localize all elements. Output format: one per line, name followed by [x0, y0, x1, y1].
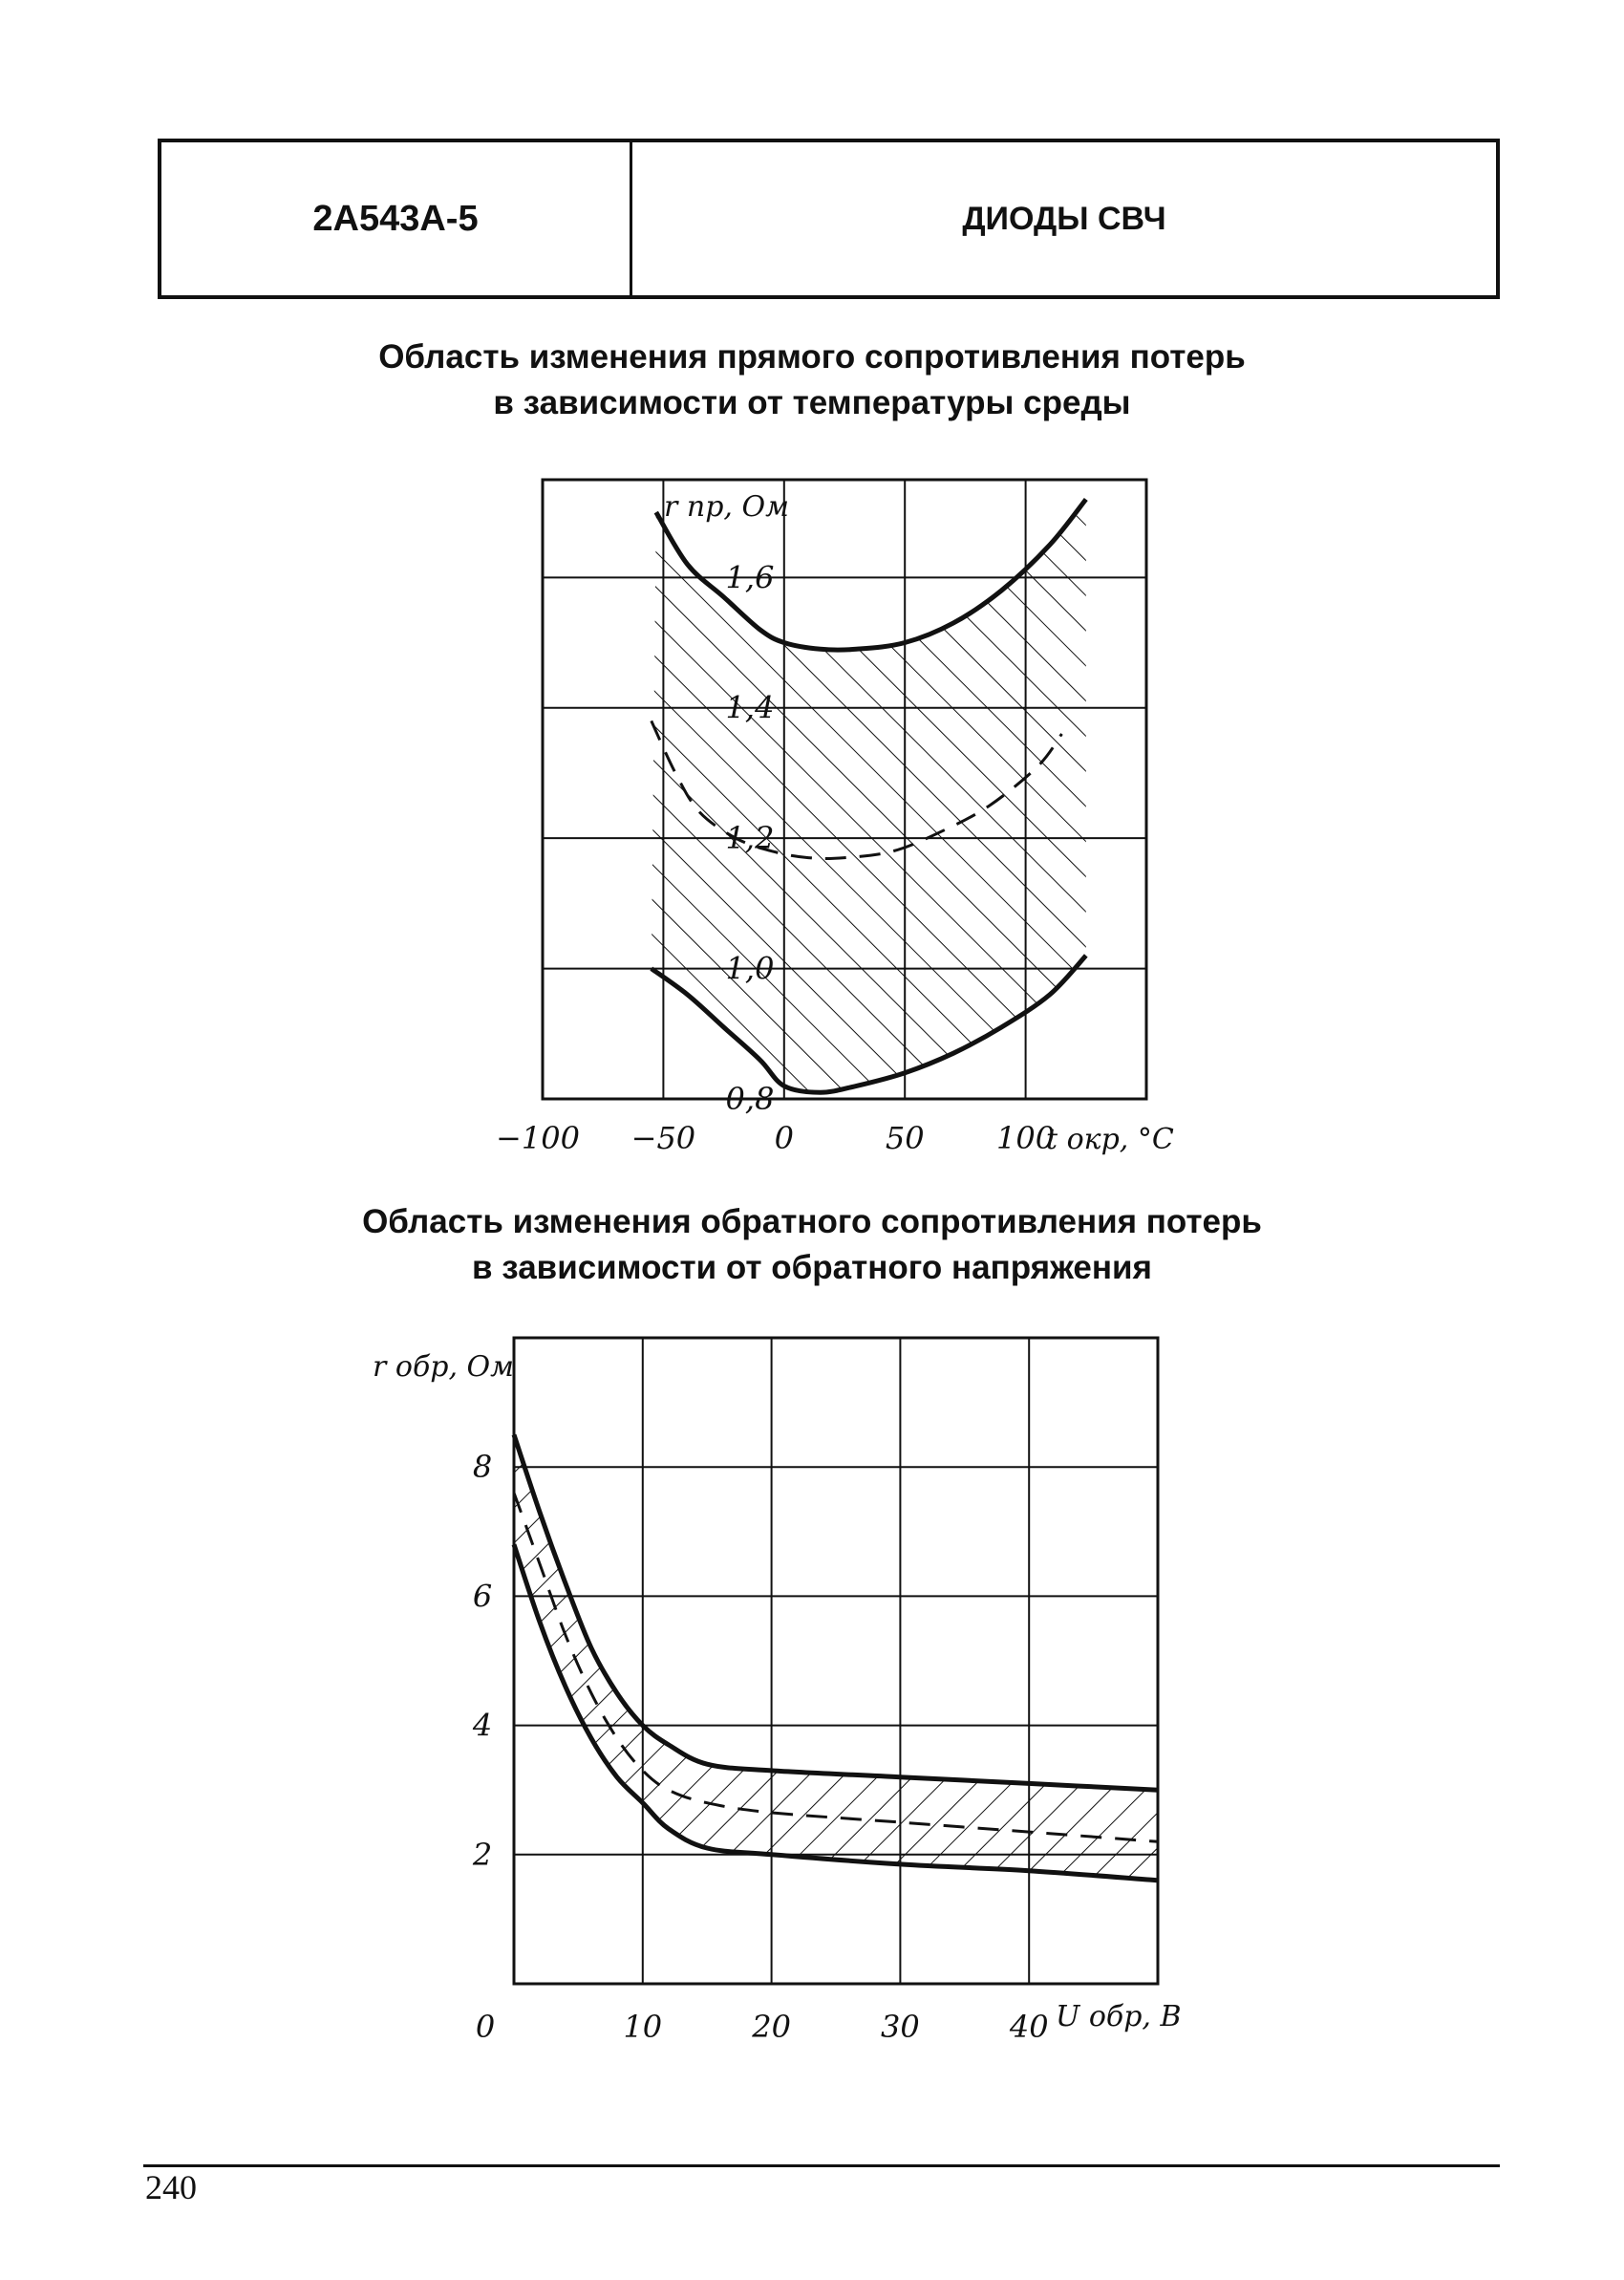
y-tick-label: 6	[472, 1578, 493, 1615]
category-title: ДИОДЫ СВЧ	[962, 200, 1166, 237]
page-number: 240	[145, 2168, 197, 2206]
chart1-title-line1: Область изменения прямого сопротивления потерь	[378, 338, 1246, 376]
x-tick-label: −50	[630, 1120, 696, 1156]
y-tick-label: 1,2	[725, 820, 775, 857]
y-tick-label: 2	[472, 1836, 493, 1873]
chart2-title	[0, 1199, 1624, 1291]
forward-resistance-chart	[0, 459, 1624, 1185]
chart2-title-line1: Область изменения обратного сопротивления потерь	[362, 1203, 1262, 1240]
x-axis-label: t окр, °C	[1046, 1123, 1174, 1156]
x-tick-label: 0	[475, 2009, 496, 2045]
y-tick-label: 1,6	[725, 559, 775, 596]
x-tick-label: −100	[496, 1120, 580, 1156]
x-tick-label: 10	[623, 2009, 663, 2045]
y-tick-label: 8	[472, 1449, 493, 1486]
x-tick-label: 30	[881, 2009, 920, 2045]
part-number: 2А543А-5	[161, 142, 632, 295]
y-axis-label: r обр, Ом	[373, 1350, 514, 1384]
x-tick-label: 50	[885, 1120, 925, 1156]
reverse-resistance-chart	[0, 1319, 1624, 2045]
x-tick-label: 100	[996, 1120, 1056, 1156]
chart1-title	[0, 334, 1624, 426]
y-tick-label: 4	[472, 1707, 493, 1744]
footer-rule	[143, 2164, 1500, 2167]
y-tick-label: 1,4	[725, 689, 775, 726]
chart1-title-line2: в зависимости от температуры среды	[493, 384, 1131, 421]
x-tick-label: 20	[752, 2009, 791, 2045]
tolerance-band	[514, 1434, 1158, 1880]
header-table	[158, 139, 1500, 299]
y-tick-label: 0,8	[725, 1081, 775, 1117]
y-axis-label: r пр, Ом	[664, 490, 789, 524]
plot-frame	[514, 1338, 1158, 1984]
y-tick-label: 1,0	[725, 950, 775, 987]
x-axis-label: U обр, В	[1056, 2000, 1182, 2033]
x-tick-label: 40	[1009, 2009, 1049, 2045]
x-tick-label: 0	[774, 1120, 794, 1156]
chart2-title-line2: в зависимости от обратного напряжения	[472, 1249, 1152, 1286]
